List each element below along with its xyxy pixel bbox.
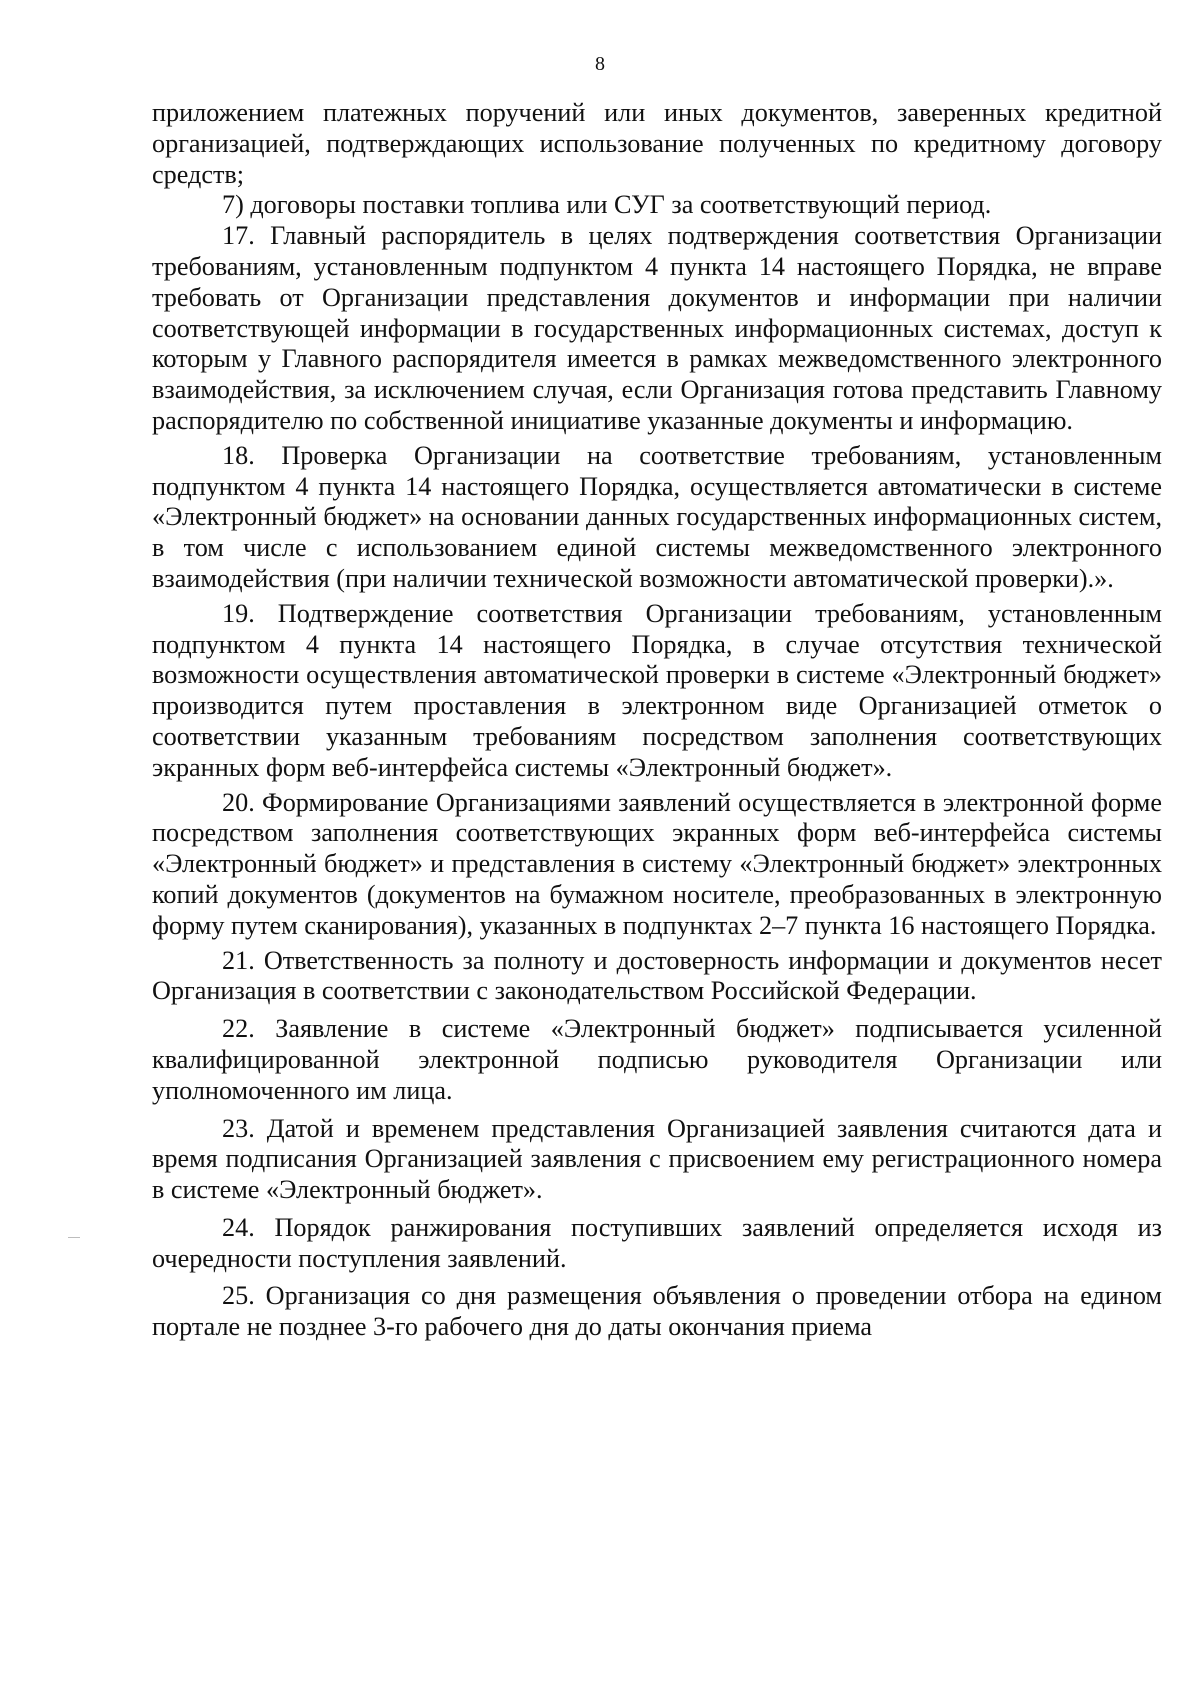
- page-number: 8: [595, 53, 605, 75]
- paragraph-21: 21. Ответственность за полноту и достоверность информации и документов несет Организация в соответствии с законодательством Российской Федерации.: [152, 945, 1162, 1006]
- paragraph-23: 23. Датой и временем представления Организацией заявления считаются дата и время подписания Организацией заявления с присвоением ему регистрационного номера в системе «Электронный бюджет».: [152, 1113, 1162, 1205]
- paragraph-19: 19. Подтверждение соответствия Организации требованиям, установленным подпунктом 4 пункта 14 настоящего Порядка, в случае отсутствия технической возможности осуществления автоматической проверки в системе «Электронный бюджет» производится путем проставления в электронном виде Организацией отметок о соответствии указанным требованиям посредством заполнения соответствующих экранных форм веб-интерфейса системы «Электронный бюджет».: [152, 598, 1162, 782]
- paragraph-24: 24. Порядок ранжирования поступивших заявлений определяется исходя из очередности поступления заявлений.: [152, 1212, 1162, 1273]
- paragraph-item-7: 7) договоры поставки топлива или СУГ за соответствующий период.: [222, 190, 992, 220]
- paragraph-continuation: приложением платежных поручений или иных документов, заверенных кредитной организацией, подтверждающих использование полученных по кредитному договору средств;: [152, 98, 1162, 189]
- paragraph-17: 17. Главный распорядитель в целях подтверждения соответствия Организации требованиям, установленным подпунктом 4 пункта 14 настоящего Порядка, не вправе требовать от Организации представления документов и информации при наличии соответствующей информации в государственных информационных системах, доступ к которым у Главного распорядителя имеется в рамках межведомственного электронного взаимодействия, за исключением случая, если Организация готова представить Главному распорядителю по собственной инициативе указанные документы и информацию.: [152, 221, 1162, 435]
- paragraph-25: 25. Организация со дня размещения объявления о проведении отбора на едином портале не позднее 3-го рабочего дня до даты окончания приема: [152, 1281, 1162, 1342]
- paragraph-20: 20. Формирование Организациями заявлений осуществляется в электронной форме посредством заполнения соответствующих экранных форм веб-интерфейса системы «Электронный бюджет» и представления в систему «Электронный бюджет» электронных копий документов (документов на бумажном носителе, преобразованных в электронную форму путем сканирования), указанных в подпунктах 2–7 пункта 16 настоящего Порядка.: [152, 787, 1162, 940]
- paragraph-18: 18. Проверка Организации на соответствие требованиям, установленным подпунктом 4 пункта 14 настоящего Порядка, осуществляется автоматически в системе «Электронный бюджет» на основании данных государственных информационных систем, в том числе с использованием единой системы межведомственного электронного взаимодействия (при наличии технической возможности автоматической проверки).».: [152, 440, 1162, 593]
- document-body: [152, 98, 1162, 1343]
- scan-mark: [68, 1237, 80, 1238]
- paragraph-22: 22. Заявление в системе «Электронный бюджет» подписывается усиленной квалифицированной электронной подписью руководителя Организации или уполномоченного им лица.: [152, 1014, 1162, 1105]
